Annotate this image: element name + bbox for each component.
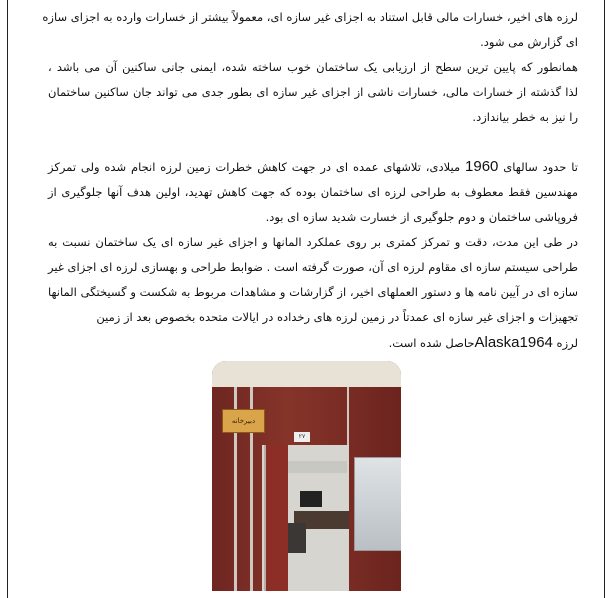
- text-line: در طی این مدت، دقت و تمرکز کمتری بر روی عملکرد المانها و اجزای غیر سازه ای یک ساختمان نسبت به: [48, 235, 578, 249]
- ceiling: [212, 361, 401, 387]
- text-line: سازه ای در آیین نامه ها و دستور العملهای اخیر، از گزارشات و مشاهدات مربوط به شکست و گسیختگی المانها: [48, 285, 578, 299]
- text-line: [48, 333, 578, 353]
- glass-window: [354, 457, 401, 551]
- text-line: لرزه های اخیر، خسارات مالی قابل استناد به اجزای غیر سازه ای، معمولاً بیشتر از خسارات وارده به اجزای سازه: [42, 10, 578, 24]
- text-line: [48, 157, 578, 177]
- monitor: [300, 491, 322, 507]
- text-line: را نیز به خطر بیاندازد.: [472, 110, 578, 124]
- text-segment: لرزه: [552, 336, 578, 350]
- office-door-photo: [212, 361, 401, 591]
- open-door: [264, 445, 288, 591]
- text-line: طراحی سیستم سازه ای مقاوم لرزه ای آن، صورت گرفته است . ضوابط طراحی و بهسازی لرزه ای اجزای غیر: [48, 260, 578, 274]
- text-line: ای گزارش می شود.: [480, 35, 578, 49]
- text-line: مهندسین فقط معطوف به طراحی لرزه ای ساختمان بوده که جهت کاهش تهدید، اولین هدف آنها جلوگیری از: [48, 185, 578, 199]
- back-wall: [282, 461, 347, 473]
- door-sign: دبیرخانه: [222, 409, 265, 433]
- year-1960: 1960: [465, 158, 499, 175]
- text-segment: حاصل شده است.: [388, 336, 475, 350]
- text-segment: میلادی، تلاشهای عمده ای در جهت کاهش خطرات زمین لرزه انجام شده ولی تمرکز: [48, 160, 466, 174]
- room-number: ۲۷: [294, 432, 310, 442]
- text-segment: تا حدود سالهای: [498, 160, 578, 174]
- text-line: تجهیزات و اجزای غیر سازه ای عمدتاً در زمین لرزه های رخداده در ایالات متحده بخصوص بعد از زمین: [96, 310, 578, 324]
- alaska-1964: Alaska1964: [474, 334, 553, 351]
- text-line: همانطور که پایین ترین سطح از ارزیابی یک ساختمان خوب ساخته شده، ایمنی جانی ساکنین آن می باشد ،: [48, 60, 578, 74]
- text-line: لذا گذشته از خسارات مالی، خسارات ناشی از اجزای غیر سازه ای بطور جدی می تواند جان ساکنین ساختمان: [48, 85, 578, 99]
- text-line: فروپاشی ساختمان و دوم جلوگیری از خسارت شدید سازه ای بود.: [265, 210, 578, 224]
